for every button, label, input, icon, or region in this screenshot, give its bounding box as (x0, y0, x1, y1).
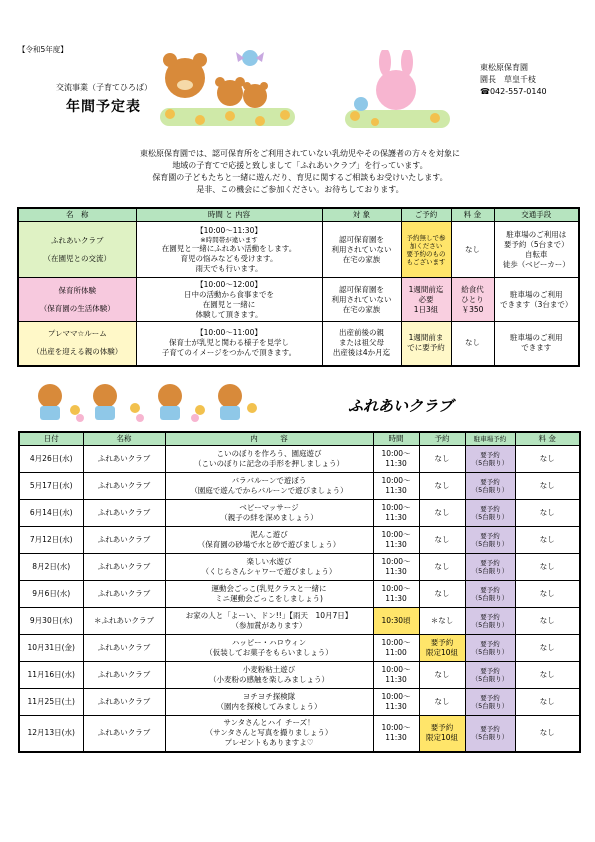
parking-cell: 要予約 （5台限り） (465, 689, 515, 716)
date-cell: 4月26日(水) (19, 446, 83, 473)
rabbit-illustration (345, 50, 450, 130)
nursery-name: 東松原保育園 (480, 63, 528, 72)
name-cell: ふれあいクラブ (83, 689, 165, 716)
col-header: 時間 と 内容 (136, 208, 322, 222)
club-schedule-table (18, 431, 581, 753)
content-cell: サンタさんとハイ チーズ！ （サンタさんと写真を撮りましょう） プレゼントもありますよ♡ (165, 716, 373, 752)
name-cell: ふれあいクラブ (83, 554, 165, 581)
name-cell: ふれあいクラブ (83, 473, 165, 500)
animals-with-flower-baskets-illustration (30, 380, 260, 428)
program-desc: 【10:00～12:00】 日中の活動から食事までを 在園児と一緒に 体験して頂きます。 (136, 278, 322, 322)
time-cell: 10:00～ 11:30 (373, 689, 419, 716)
parking-cell: 要予約 （5台限り） (465, 473, 515, 500)
intro-line: 地域の子育てで応援と致しまして「ふれあいクラブ」を行っています。 (172, 161, 428, 170)
programs-table (17, 207, 580, 367)
date-cell: 11月25日(土) (19, 689, 83, 716)
name-cell: ふれあいクラブ (83, 662, 165, 689)
content-cell: 運動会ごっこ(乳児クラスと一緒に ミニ運動会ごっこをしましょう) (165, 581, 373, 608)
fee-cell: なし (515, 554, 580, 581)
reserve-cell: なし (419, 500, 465, 527)
parking-cell: 要予約 （5台限り） (465, 662, 515, 689)
program-fee: 給食代 ひとり ￥350 (451, 278, 494, 322)
col-header: 日付 (19, 432, 83, 446)
table-row (19, 500, 580, 527)
program-desc: 【10:00～11:00】 保育士が乳児と関わる様子を見学し 子育てのイメージをつかんで頂きます。 (136, 322, 322, 366)
intro-line: 保育園の子どもたちと一緒に遊んだり、育児に関するご相談もお受けいたします。 (152, 173, 448, 182)
name-cell: ふれあいクラブ (83, 581, 165, 608)
program-target: 出産前後の親 または祖父母 出産後は4か月迄 (322, 322, 401, 366)
time-cell: 10:00～ 11:30 (373, 500, 419, 527)
program-row (18, 322, 579, 366)
time-cell: 10:00～ 11:30 (373, 527, 419, 554)
time-cell: 10:00～ 11:00 (373, 635, 419, 662)
table-row (19, 608, 580, 635)
content-cell: お家の人と「よーい、ドン!!」【雨天 10月7日】 （参加賞があります） (165, 608, 373, 635)
program-access: 駐車場のご利用 できます（3台まで） (494, 278, 579, 322)
club-section-title: ふれあいクラブ (348, 397, 454, 415)
reserve-cell: なし (419, 581, 465, 608)
program-access: 駐車場のご利用 できます (494, 322, 579, 366)
fee-cell: なし (515, 608, 580, 635)
director-name: 園長 草皇千枝 (480, 75, 536, 84)
fee-cell: なし (515, 500, 580, 527)
introduction-text (40, 148, 560, 196)
reserve-cell: ＊なし (419, 608, 465, 635)
program-reserve: 予約無しで参加ください 要予約のものもございます (401, 222, 451, 278)
intro-line: 東松原保育園では、認可保育所をご利用されていない乳幼児やその保護者の方々を対象に (140, 149, 460, 158)
table-row (19, 716, 580, 752)
date-cell: 10月31日(金) (19, 635, 83, 662)
date-cell: 7月12日(水) (19, 527, 83, 554)
date-cell: 6月14日(水) (19, 500, 83, 527)
time-cell: 10:00～ 11:30 (373, 446, 419, 473)
parking-cell: 要予約 （5台限り） (465, 527, 515, 554)
date-cell: 5月17日(水) (19, 473, 83, 500)
name-cell: ふれあいクラブ (83, 527, 165, 554)
name-cell: ふれあいクラブ (83, 500, 165, 527)
program-fee: なし (451, 322, 494, 366)
content-cell: 楽しい水遊び （くじらさんシャワーで遊びましょう） (165, 554, 373, 581)
program-target: 認可保育園を 利用されていない 在宅の家族 (322, 278, 401, 322)
reserve-cell: なし (419, 446, 465, 473)
parking-cell: 要予約 （5台限り） (465, 500, 515, 527)
reserve-cell: なし (419, 662, 465, 689)
program-reserve: 1週間前迄 必要 1日3組 (401, 278, 451, 322)
year-tag: 【令和5年度】 (18, 45, 68, 54)
col-header: 料 金 (451, 208, 494, 222)
date-cell: 11月16日(水) (19, 662, 83, 689)
content-cell: バラバルーンで遊ぼう （園庭で遊んでからバルーンで遊びましょう） (165, 473, 373, 500)
col-header: 名称 (83, 432, 165, 446)
col-header: 交通手段 (494, 208, 579, 222)
fee-cell: なし (515, 662, 580, 689)
page-subtitle: 交流事業（子育てひろば） (56, 83, 152, 92)
date-cell: 9月30日(水) (19, 608, 83, 635)
content-cell: こいのぼりを作ろう、園庭遊び （こいのぼりに記念の手形を押しましょう） (165, 446, 373, 473)
table-row (19, 473, 580, 500)
program-row (18, 278, 579, 322)
parking-cell: 要予約 （5台限り） (465, 581, 515, 608)
page-title: 年間予定表 (66, 99, 141, 115)
reserve-cell: なし (419, 473, 465, 500)
club-table-body (19, 446, 580, 752)
program-target: 認可保育園を 利用されていない 在宅の家族 (322, 222, 401, 278)
date-cell: 12月13日(水) (19, 716, 83, 752)
table-row (19, 554, 580, 581)
program-name: プレママ☆ルーム （出産を迎える親の体験） (18, 322, 136, 366)
table-row (19, 662, 580, 689)
time-cell: 10:30頃 (373, 608, 419, 635)
content-cell: ハッピー・ハロウィン （仮装してお菓子をもらいましょう） (165, 635, 373, 662)
time-cell: 10:00～ 11:30 (373, 554, 419, 581)
parking-cell: 要予約 （5台限り） (465, 608, 515, 635)
time-cell: 10:00～ 11:30 (373, 716, 419, 752)
col-header: 料 金 (515, 432, 580, 446)
parking-cell: 要予約 （5台限り） (465, 716, 515, 752)
time-cell: 10:00～ 11:30 (373, 473, 419, 500)
content-cell: 泥んこ遊び （保育園の砂場で水と砂で遊びましょう） (165, 527, 373, 554)
col-header: 駐車場予約 (465, 432, 515, 446)
fee-cell: なし (515, 527, 580, 554)
col-header: 時間 (373, 432, 419, 446)
time-cell: 10:00～ 11:30 (373, 581, 419, 608)
name-cell: ＊ふれあいクラブ (83, 608, 165, 635)
reserve-cell: なし (419, 554, 465, 581)
table-row (19, 446, 580, 473)
table-row (19, 689, 580, 716)
programs-header-row (18, 208, 579, 222)
date-cell: 9月6日(水) (19, 581, 83, 608)
program-name: 保育所体験 （保育園の生活体験） (18, 278, 136, 322)
program-access: 駐車場のご利用は 要予約（5台まで） 自転車 徒歩（ベビーカー） (494, 222, 579, 278)
col-header: 対 象 (322, 208, 401, 222)
organization-info (480, 62, 580, 98)
fee-cell: なし (515, 635, 580, 662)
col-header: 名 称 (18, 208, 136, 222)
name-cell: ふれあいクラブ (83, 716, 165, 752)
content-cell: 小麦粉粘土遊び （小麦粉の感触を楽しみましょう） (165, 662, 373, 689)
content-cell: ベビーマッサージ （親子の絆を深めましょう） (165, 500, 373, 527)
program-desc: 【10:00～11:30】 ※時間帯が違います 在園児と一緒にふれあい活動をします。 育児の悩みなども受けます。 雨天でも行います。 (136, 222, 322, 278)
parking-cell: 要予約 （5台限り） (465, 554, 515, 581)
table-row (19, 527, 580, 554)
fee-cell: なし (515, 716, 580, 752)
intro-line: 是非、この機会にご参加ください。お待ちしております。 (196, 185, 404, 194)
program-reserve: 1週間前ま でに要予約 (401, 322, 451, 366)
reserve-cell: 要予約 限定10組 (419, 635, 465, 662)
col-header: ご予約 (401, 208, 451, 222)
table-row (19, 581, 580, 608)
reserve-cell: なし (419, 689, 465, 716)
name-cell: ふれあいクラブ (83, 446, 165, 473)
phone-number: ☎042-557-0140 (480, 87, 547, 96)
club-header-row (19, 432, 580, 446)
parking-cell: 要予約 （5台限り） (465, 446, 515, 473)
content-cell: ヨチヨチ探検隊 （園内を探検してみましょう） (165, 689, 373, 716)
program-row (18, 222, 579, 278)
table-row (19, 635, 580, 662)
col-header: 内 容 (165, 432, 373, 446)
name-cell: ふれあいクラブ (83, 635, 165, 662)
fee-cell: なし (515, 581, 580, 608)
reserve-cell: なし (419, 527, 465, 554)
program-name: ふれあいクラブ （在園児との交流） (18, 222, 136, 278)
fee-cell: なし (515, 473, 580, 500)
time-cell: 10:00～ 11:30 (373, 662, 419, 689)
program-fee: なし (451, 222, 494, 278)
date-cell: 8月2日(水) (19, 554, 83, 581)
fee-cell: なし (515, 446, 580, 473)
parking-cell: 要予約 （5台限り） (465, 635, 515, 662)
col-header: 予約 (419, 432, 465, 446)
fee-cell: なし (515, 689, 580, 716)
reserve-cell: 要予約 限定10組 (419, 716, 465, 752)
animals-with-flowers-illustration (160, 38, 295, 133)
